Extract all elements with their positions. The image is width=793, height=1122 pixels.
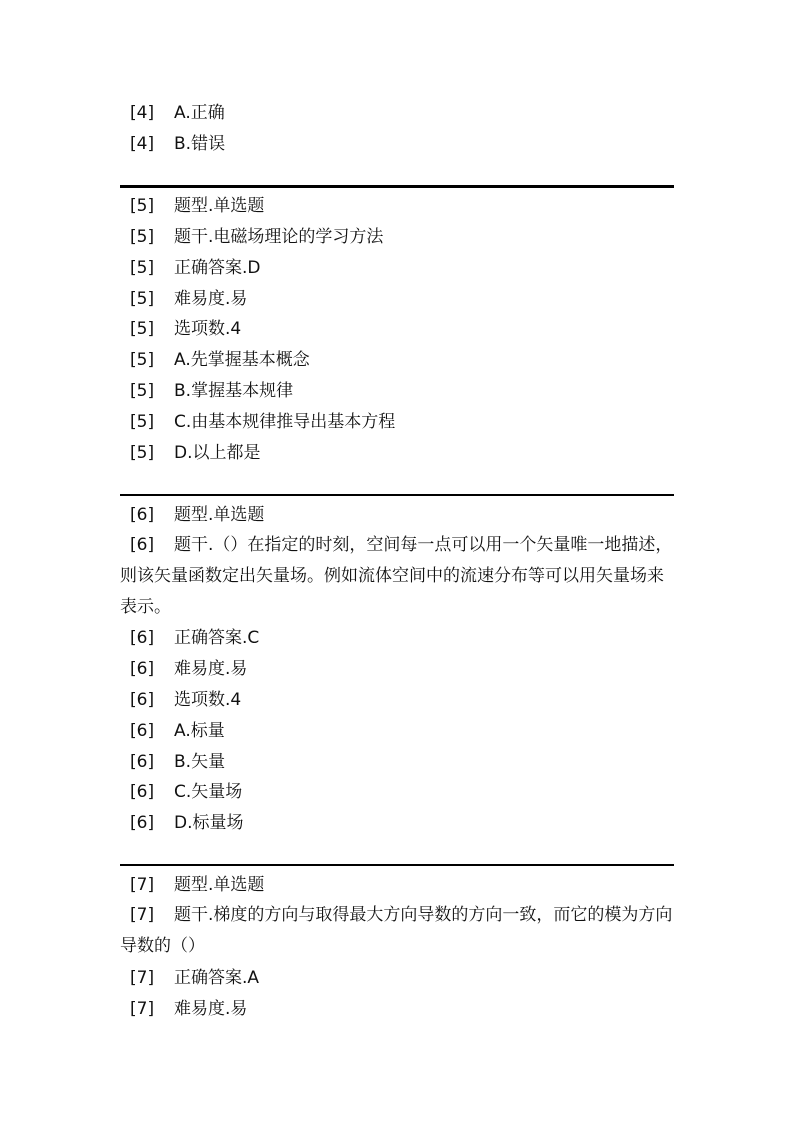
option-b-text: B.矢量 [174,752,226,772]
question-5-option-count [130,319,241,339]
difficulty-text: 难易度.易 [174,999,248,1019]
option-count-text: 选项数.4 [174,690,242,710]
question-type-text: 题型.单选题 [174,875,265,895]
question-5-answer [130,258,261,278]
question-6-stem [120,530,680,623]
question-6-type [130,505,264,525]
question-number: [7] [130,999,155,1019]
question-6-option-count [130,690,241,710]
option-a-text: A.标量 [174,721,225,741]
option-d-text: D.标量场 [174,813,244,833]
question-number: [5] [130,350,155,370]
question-number: [5] [130,196,155,216]
option-a-text: A.先掌握基本概念 [174,350,310,370]
question-type-text: 题型.单选题 [174,196,265,216]
question-4-option-a [130,103,225,123]
question-number: [4] [130,103,155,123]
question-number: [5] [130,227,155,247]
section-divider [120,494,674,496]
question-number: [6] [130,721,155,741]
option-b-text: B.掌握基本规律 [174,381,294,401]
option-c-text: C.矢量场 [174,782,243,802]
question-6-difficulty [130,659,247,679]
section-divider [120,864,674,866]
question-6-option-b [130,752,225,772]
question-number: [6] [130,782,155,802]
question-stem-text: 题干.电磁场理论的学习方法 [174,227,384,247]
question-7-type [130,875,264,895]
question-number: [5] [130,443,155,463]
question-number: [5] [130,258,155,278]
option-c-text: C.由基本规律推导出基本方程 [174,412,396,432]
option-b-text: B.错误 [174,134,226,154]
question-5-option-b [130,381,293,401]
question-number: [7] [130,905,155,925]
question-5-stem [130,227,383,247]
question-number: [5] [130,412,155,432]
question-stem-text: 题干.（）在指定的时刻，空间每一点可以用一个矢量唯一地描述，则该矢量函数定出矢量场。例如流体空间中的流速分布等可以用矢量场来表示。 [120,535,673,617]
question-6-answer [130,628,259,648]
question-4-option-b [130,134,225,154]
question-number: [6] [130,813,155,833]
question-5-option-c [130,412,395,432]
option-d-text: D.以上都是 [174,443,261,463]
question-5-option-a [130,350,310,370]
question-number: [5] [130,319,155,339]
answer-text: 正确答案.C [174,628,260,648]
difficulty-text: 难易度.易 [174,659,248,679]
question-type-text: 题型.单选题 [174,505,265,525]
question-number: [6] [130,628,155,648]
question-7-answer [130,968,259,988]
question-number: [4] [130,134,155,154]
question-7-difficulty [130,999,247,1019]
question-6-option-a [130,721,225,741]
section-divider [120,185,674,188]
question-5-option-d [130,443,261,463]
question-number: [5] [130,381,155,401]
question-number: [6] [130,690,155,710]
question-number: [6] [130,535,155,555]
question-number: [7] [130,968,155,988]
question-5-type [130,196,264,216]
question-number: [6] [130,659,155,679]
question-5-difficulty [130,289,247,309]
question-6-option-c [130,782,242,802]
answer-text: 正确答案.A [174,968,260,988]
question-number: [6] [130,505,155,525]
question-7-stem [120,900,680,962]
question-6-option-d [130,813,244,833]
question-stem-text: 题干.梯度的方向与取得最大方向导数的方向一致，而它的模为方向导数的（） [120,905,673,956]
question-number: [5] [130,289,155,309]
answer-text: 正确答案.D [174,258,261,278]
question-number: [6] [130,752,155,772]
difficulty-text: 难易度.易 [174,289,248,309]
question-number: [7] [130,875,155,895]
option-a-text: A.正确 [174,103,225,123]
option-count-text: 选项数.4 [174,319,242,339]
